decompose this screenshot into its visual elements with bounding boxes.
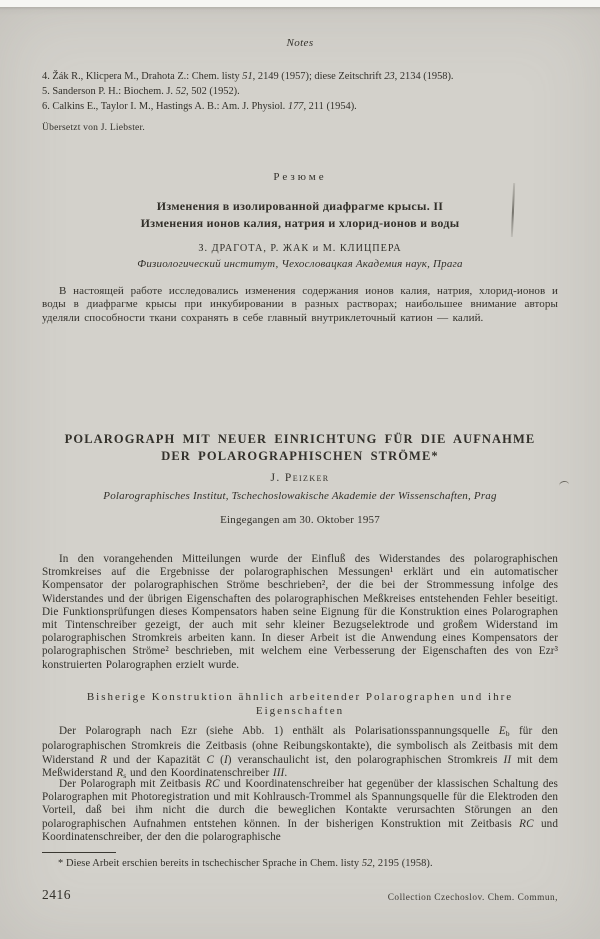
reference-list xyxy=(42,69,558,114)
article-paragraph-2: Der Polarograph nach Ezr (siehe Abb. 1) enthält als Polarisationsspannungsquelle $E_b$ für den polarographischen Stromkreis die Zeitbasis (ohne Reibungskontakte), die symbolisch als Zeitbasis mit dem Widerstand R und der Kapazität C (I) veranschaulicht ist, den polarographischen Stromkreis II mit dem Meßwiderstand $R_s$ und den Koordinatenschreiber III. xyxy=(42,725,558,780)
footnote: * Diese Arbeit erschien bereits in tschechischer Sprache in Chem. listy 52, 2195 (1958). xyxy=(58,858,433,869)
summary-abstract: В настоящей работе исследовались изменения содержания ионов калия, натрия, хлорид-ионов и воды в диафрагме крысы при инкубировании в разных растворах; наибольшее внимание авторы уделяли способности ткани сохранять в себе главный внутриклеточный катион — калий. xyxy=(42,285,558,324)
article-author: J. Peizker xyxy=(270,472,330,484)
article-title-line1: POLAROGRAPH MIT NEUER EINRICHTUNG FÜR DIE AUFNAHME xyxy=(64,432,536,446)
summary-authors: З. ДРАГОТА, Р. ЖАК и М. КЛИЦПЕРА xyxy=(198,243,402,254)
section-heading-line1: Bisherige Konstruktion ähnlich arbeitender Polarographen und ihre xyxy=(86,691,514,703)
summary-title-line2: Изменения ионов калия, натрия и хлорид-ионов и воды xyxy=(140,216,460,230)
footnote-rule xyxy=(42,852,116,853)
reference-item-6: 6. Calkins E., Taylor I. M., Hastings A. B.: Am. J. Physiol. 177, 211 (1954). xyxy=(42,101,357,112)
reference-item-5: 5. Sanderson P. H.: Biochem. J. 52, 502 (1952). xyxy=(42,86,240,97)
running-head: Notes xyxy=(286,37,314,49)
scan-pen-mark-artifact xyxy=(559,480,570,487)
summary-affiliation: Физиологический институт, Чехословацкая Академия наук, Прага xyxy=(137,258,463,270)
page-background xyxy=(0,7,600,939)
page-number: 2416 xyxy=(42,887,71,902)
article-title-line2: DER POLAROGRAPHISCHEN STRÖME* xyxy=(161,449,439,463)
article-affiliation: Polarographisches Institut, Tschechoslowakische Akademie der Wissenschaften, Prag xyxy=(103,490,497,502)
article-paragraph-3: Der Polarograph mit Zeitbasis RC und Koordinatenschreiber hat gegenüber der klassischen Schaltung des Polarographen mit Photoregistration und mit Kohlrausch-Trommel als Spannungsquelle für die Elektroden den Vorteil, daß bei ihm nicht die durch die beweglichen Kontakte verursachten Störungen an den polarographischen Aufnahmen entstehen können. In der bisherigen Konstruktion mit Zeitbasis RC und Koordinatenschreiber, der den die polarographische xyxy=(42,778,558,843)
reference-item-4: 4. Žák R., Klicpera M., Drahota Z.: Chem. listy 51, 2149 (1957); diese Zeitschrift 23, 2134 (1958). xyxy=(42,71,454,82)
journal-footer: Collection Czechoslov. Chem. Commun, xyxy=(387,893,558,903)
translator-note: Übersetzt von J. Liebster. xyxy=(42,122,145,133)
section-heading-line2: Eigenschaften xyxy=(255,705,345,717)
article-paragraph-1: In den vorangehenden Mitteilungen wurde der Einfluß des Widerstandes des polarographischen Stromkreises auf die Ergebnisse der polarographischen Messungen¹ erklärt und ein automatischer Kompensator der polarographischen Ströme beschrieben², der die bei der Strommessung infolge des Widerstandes und der übrigen Eigenschaften des polarographischen Meßkreises entstehenden Fehler beseitigt. Die Funktionsprüfungen dieses Kompensators haben seine Eignung für die Konstruktion eines Polarographen mit Tintenschreiber gezeigt, der auch mit sehr kleiner Bezugselektrode und großem Widerstand im polarographischen Stromkreis arbeiten kann. In dieser Arbeit ist die Anwendung eines Kompensators der polarographischen Ströme² beschrieben, mit welchem eine Verbesserung der Eigenschaften des von Ezr³ konstruierten Polarographen erzielt wurde. xyxy=(42,553,558,671)
summary-heading: Резюме xyxy=(273,171,327,183)
article-received-date: Eingegangen am 30. Oktober 1957 xyxy=(220,514,380,526)
summary-title-line1: Изменения в изолированной диафрагме крысы. II xyxy=(156,199,444,213)
